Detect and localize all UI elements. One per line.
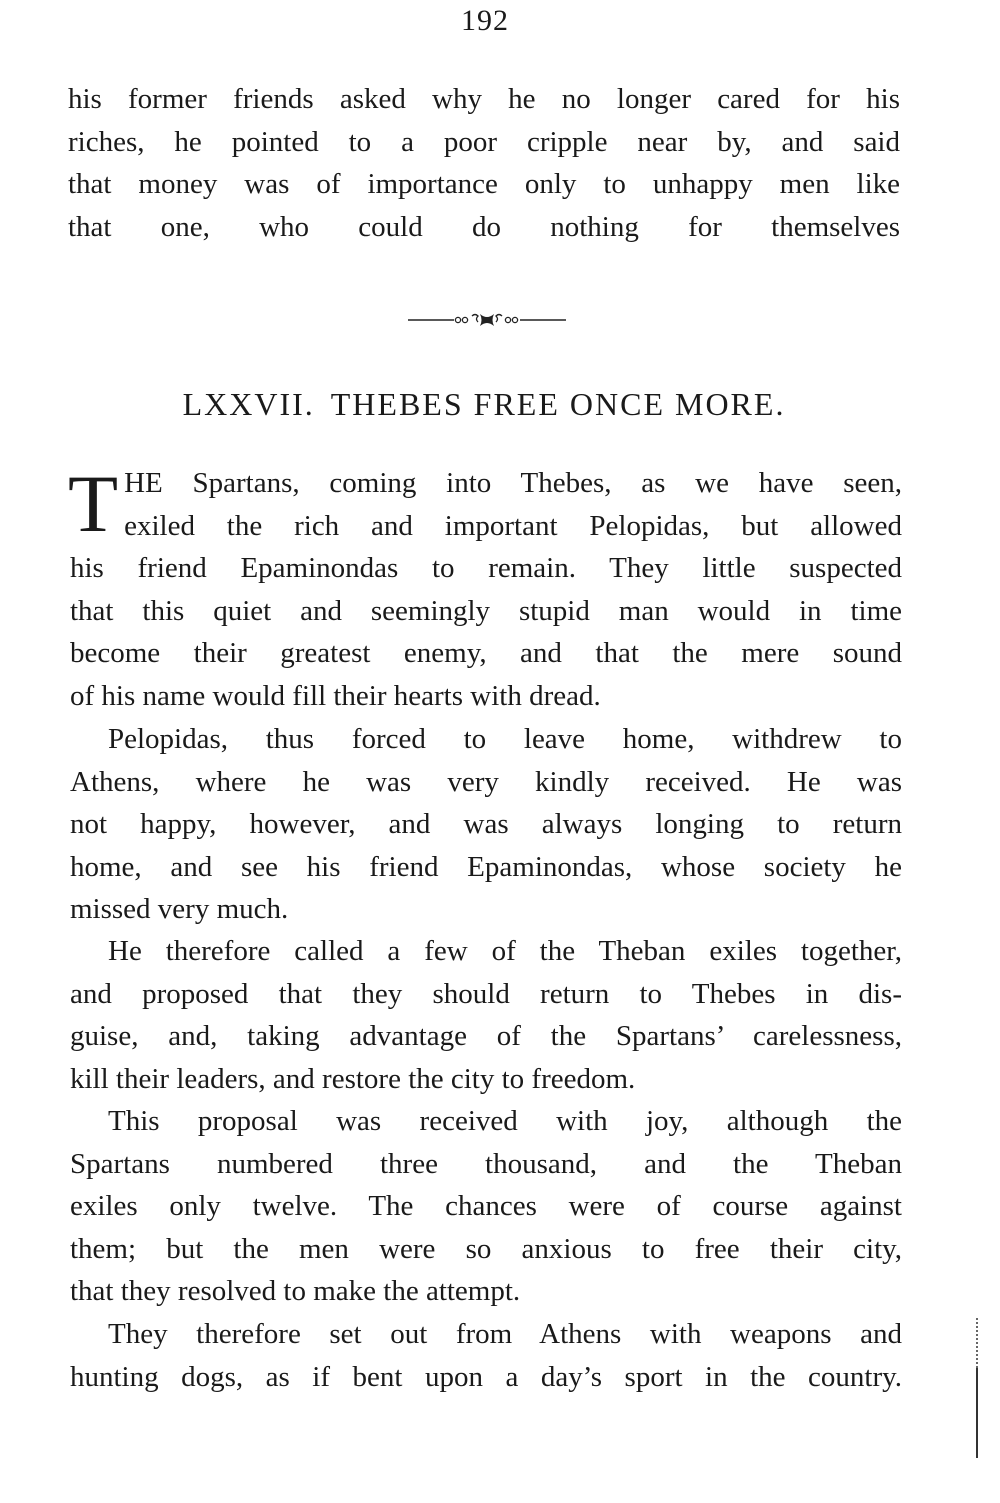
text-line: exiled the rich and important Pelopidas, but allowed bbox=[124, 509, 902, 542]
paragraph-1 bbox=[68, 458, 902, 718]
paragraph-3 bbox=[70, 930, 902, 1100]
chapter-number: LXXVII. bbox=[182, 386, 315, 422]
text-line: them; but the men were so anxious to free their city, bbox=[70, 1232, 902, 1265]
text-line: He therefore called a few of the Theban exiles together, bbox=[108, 935, 902, 967]
text-line: Pelopidas, thus forced to leave home, withdrew to bbox=[108, 723, 902, 755]
ornamental-divider-icon bbox=[408, 308, 566, 332]
text-line: and proposed that they should return to Thebes in dis- bbox=[70, 977, 902, 1010]
text-line: that this quiet and seemingly stupid man would in time bbox=[70, 594, 902, 627]
text-line: kill their leaders, and restore the city to freedom. bbox=[70, 1062, 636, 1095]
paragraph-2 bbox=[70, 718, 902, 931]
text-line: not happy, however, and was always longing to return bbox=[70, 808, 902, 841]
page-number: 192 bbox=[461, 4, 509, 37]
text-line: guise, and, taking advantage of the Spartans’ carelessness, bbox=[70, 1020, 902, 1053]
text-line: hunting dogs, as if bent upon a day’s sport in the country. bbox=[70, 1360, 902, 1393]
drop-cap: T bbox=[68, 458, 119, 549]
text-line: missed very much. bbox=[70, 893, 289, 926]
text-line: his friend Epaminondas to remain. They little suspected bbox=[70, 552, 902, 585]
text-line: riches, he pointed to a poor cripple near by, and said bbox=[68, 125, 900, 158]
chapter-title: THEBES FREE ONCE MORE. bbox=[330, 386, 786, 422]
scan-edge-mark bbox=[976, 1318, 978, 1368]
text-line: home, and see his friend Epaminondas, whose society he bbox=[70, 850, 902, 883]
text-line: that money was of importance only to unhappy men like bbox=[68, 168, 900, 201]
paragraph-4 bbox=[70, 1100, 902, 1313]
text-line: exiles only twelve. The chances were of course against bbox=[70, 1190, 902, 1223]
text-line: Spartans numbered three thousand, and the Theban bbox=[70, 1147, 902, 1180]
paragraph-5 bbox=[70, 1313, 902, 1398]
text-line: of his name would fill their hearts with dread. bbox=[70, 679, 601, 712]
opening-paragraph bbox=[68, 78, 900, 248]
text-line: that they resolved to make the attempt. bbox=[70, 1275, 521, 1308]
text-line: his former friends asked why he no longer cared for his bbox=[68, 83, 900, 115]
text-line: that one, who could do nothing for themselves bbox=[68, 210, 900, 243]
scan-edge-mark bbox=[976, 1368, 978, 1458]
text-line: become their greatest enemy, and that the mere sound bbox=[70, 637, 902, 670]
chapter-heading bbox=[0, 386, 968, 423]
text-line: Athens, where he was very kindly received. He was bbox=[70, 765, 902, 798]
text-line: They therefore set out from Athens with weapons and bbox=[108, 1318, 902, 1350]
text-line: HE Spartans, coming into Thebes, as we have seen, bbox=[124, 467, 902, 499]
text-line: This proposal was received with joy, although the bbox=[108, 1105, 902, 1137]
